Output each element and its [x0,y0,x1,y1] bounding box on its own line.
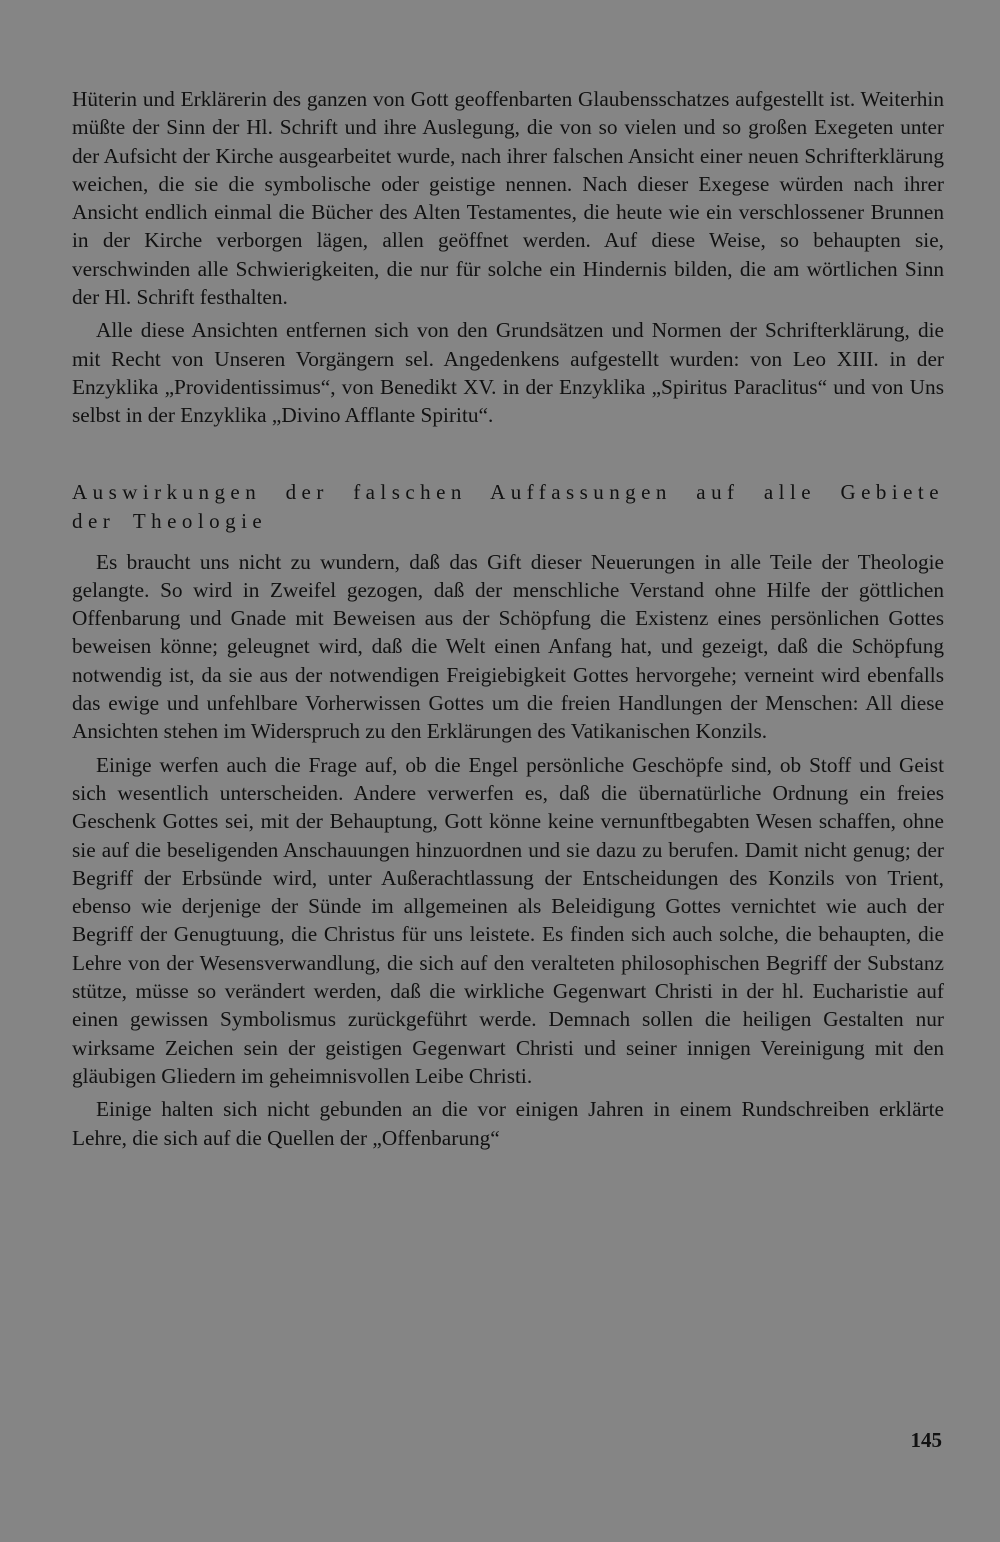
page-number: 145 [910,1428,942,1452]
page-body [72,85,944,1157]
paragraph-scripture-principles: Alle diese Ansichten entfernen sich von den Grundsätzen und Normen der Schrifterklärung, die mit Recht von Unseren Vorgängern sel. Angedenkens aufgestellt wurden: von Leo XIII. in der Enzyklika „Providentissimus“, von Benedikt XV. in der Enzyklika „Spiritus Paraclitus“ und von Uns selbst in der Enzyklika „Divino Afflante Spiritu“. [72,318,944,428]
paragraph-continuation: Hüterin und Erklärerin des ganzen von Gott geoffenbarten Glaubensschatzes aufgestellt ist. Weiterhin müßte der Sinn der Hl. Schrift und ihre Auslegung, die von so vielen und so großen Exegeten unter der Aufsicht der Kirche ausgearbeitet wurde, nach ihrer falschen Ansicht einer neuen Schrifterklärung weichen, die sie die symbolische oder geistige nennen. Nach dieser Exegese würden nach ihrer Ansicht endlich einmal die Bücher des Alten Testamentes, die heute wie ein verschlossener Brunnen in der Kirche verborgen lägen, allen geöffnet werden. Auf diese Weise, so behaupten sie, verschwinden alle Schwierigkeiten, die nur für solche ein Hindernis bilden, die am wörtlichen Sinn der Hl. Schrift festhalten. [72,87,944,310]
section-heading: Auswirkungen der falschen Auffassungen auf alle Gebiete der Theologie [72,479,944,533]
paragraph-not-bound: Einige halten sich nicht gebunden an die vor einigen Jahren in einem Rundschreiben erklärte Lehre, die sich auf die Quellen der „Offenbarung“ [72,1097,944,1150]
paragraph-angels-question: Einige werfen auch die Frage auf, ob die Engel persönliche Geschöpfe sind, ob Stoff und Geist sich wesentlich unterscheiden. Andere verwerfen es, daß die übernatürliche Ordnung ein freies Geschenk Gottes sei, mit der Behauptung, Gott könne keine vernunftbegabten Wesen schaffen, ohne sie auf die beseligenden Anschauungen hinzuordnen und sie dazu zu berufen. Damit nicht genug; der Begriff der Erbsünde wird, unter Außerachtlassung der Entscheidungen des Konzils von Trient, ebenso wie derjenige der Sünde im allgemeinen als Beleidigung Gottes vernichtet wie auch der Begriff der Genugtuung, die Christus für uns leistete. Es finden sich auch solche, die behaupten, die Lehre von der Wesensverwandlung, die sich auf den veralteten philosophischen Begriff der Substanz stütze, müsse so verändert werden, daß die wirkliche Gegenwart Christi in der hl. Eucharistie auf einen gewissen Symbolismus zurückgeführt werde. Demnach sollen die heiligen Gestalten nur wirksame Zeichen sein der geistigen Gegenwart Christi und seiner innigen Vereinigung mit den gläubigen Gliedern im geheimnisvollen Leibe Christi. [72,752,944,1088]
paragraph-poison-innovations: Es braucht uns nicht zu wundern, daß das Gift dieser Neuerungen in alle Teile der Theologie gelangte. So wird in Zweifel gezogen, daß der menschliche Verstand ohne Hilfe der göttlichen Offenbarung und Gnade mit Beweisen aus der Schöpfung die Existenz eines persönlichen Gottes beweisen könne; geleugnet wird, daß die Welt einen Anfang hat, und gezeigt, daß die Schöpfung notwendig ist, da sie aus der notwendigen Freigiebigkeit Gottes hervorgehe; verneint wird ebenfalls das ewige und unfehlbare Vorherwissen Gottes um die freien Handlungen der Menschen: All diese Ansichten stehen im Widerspruch zu den Erklärungen des Vatikanischen Konzils. [72,549,944,744]
